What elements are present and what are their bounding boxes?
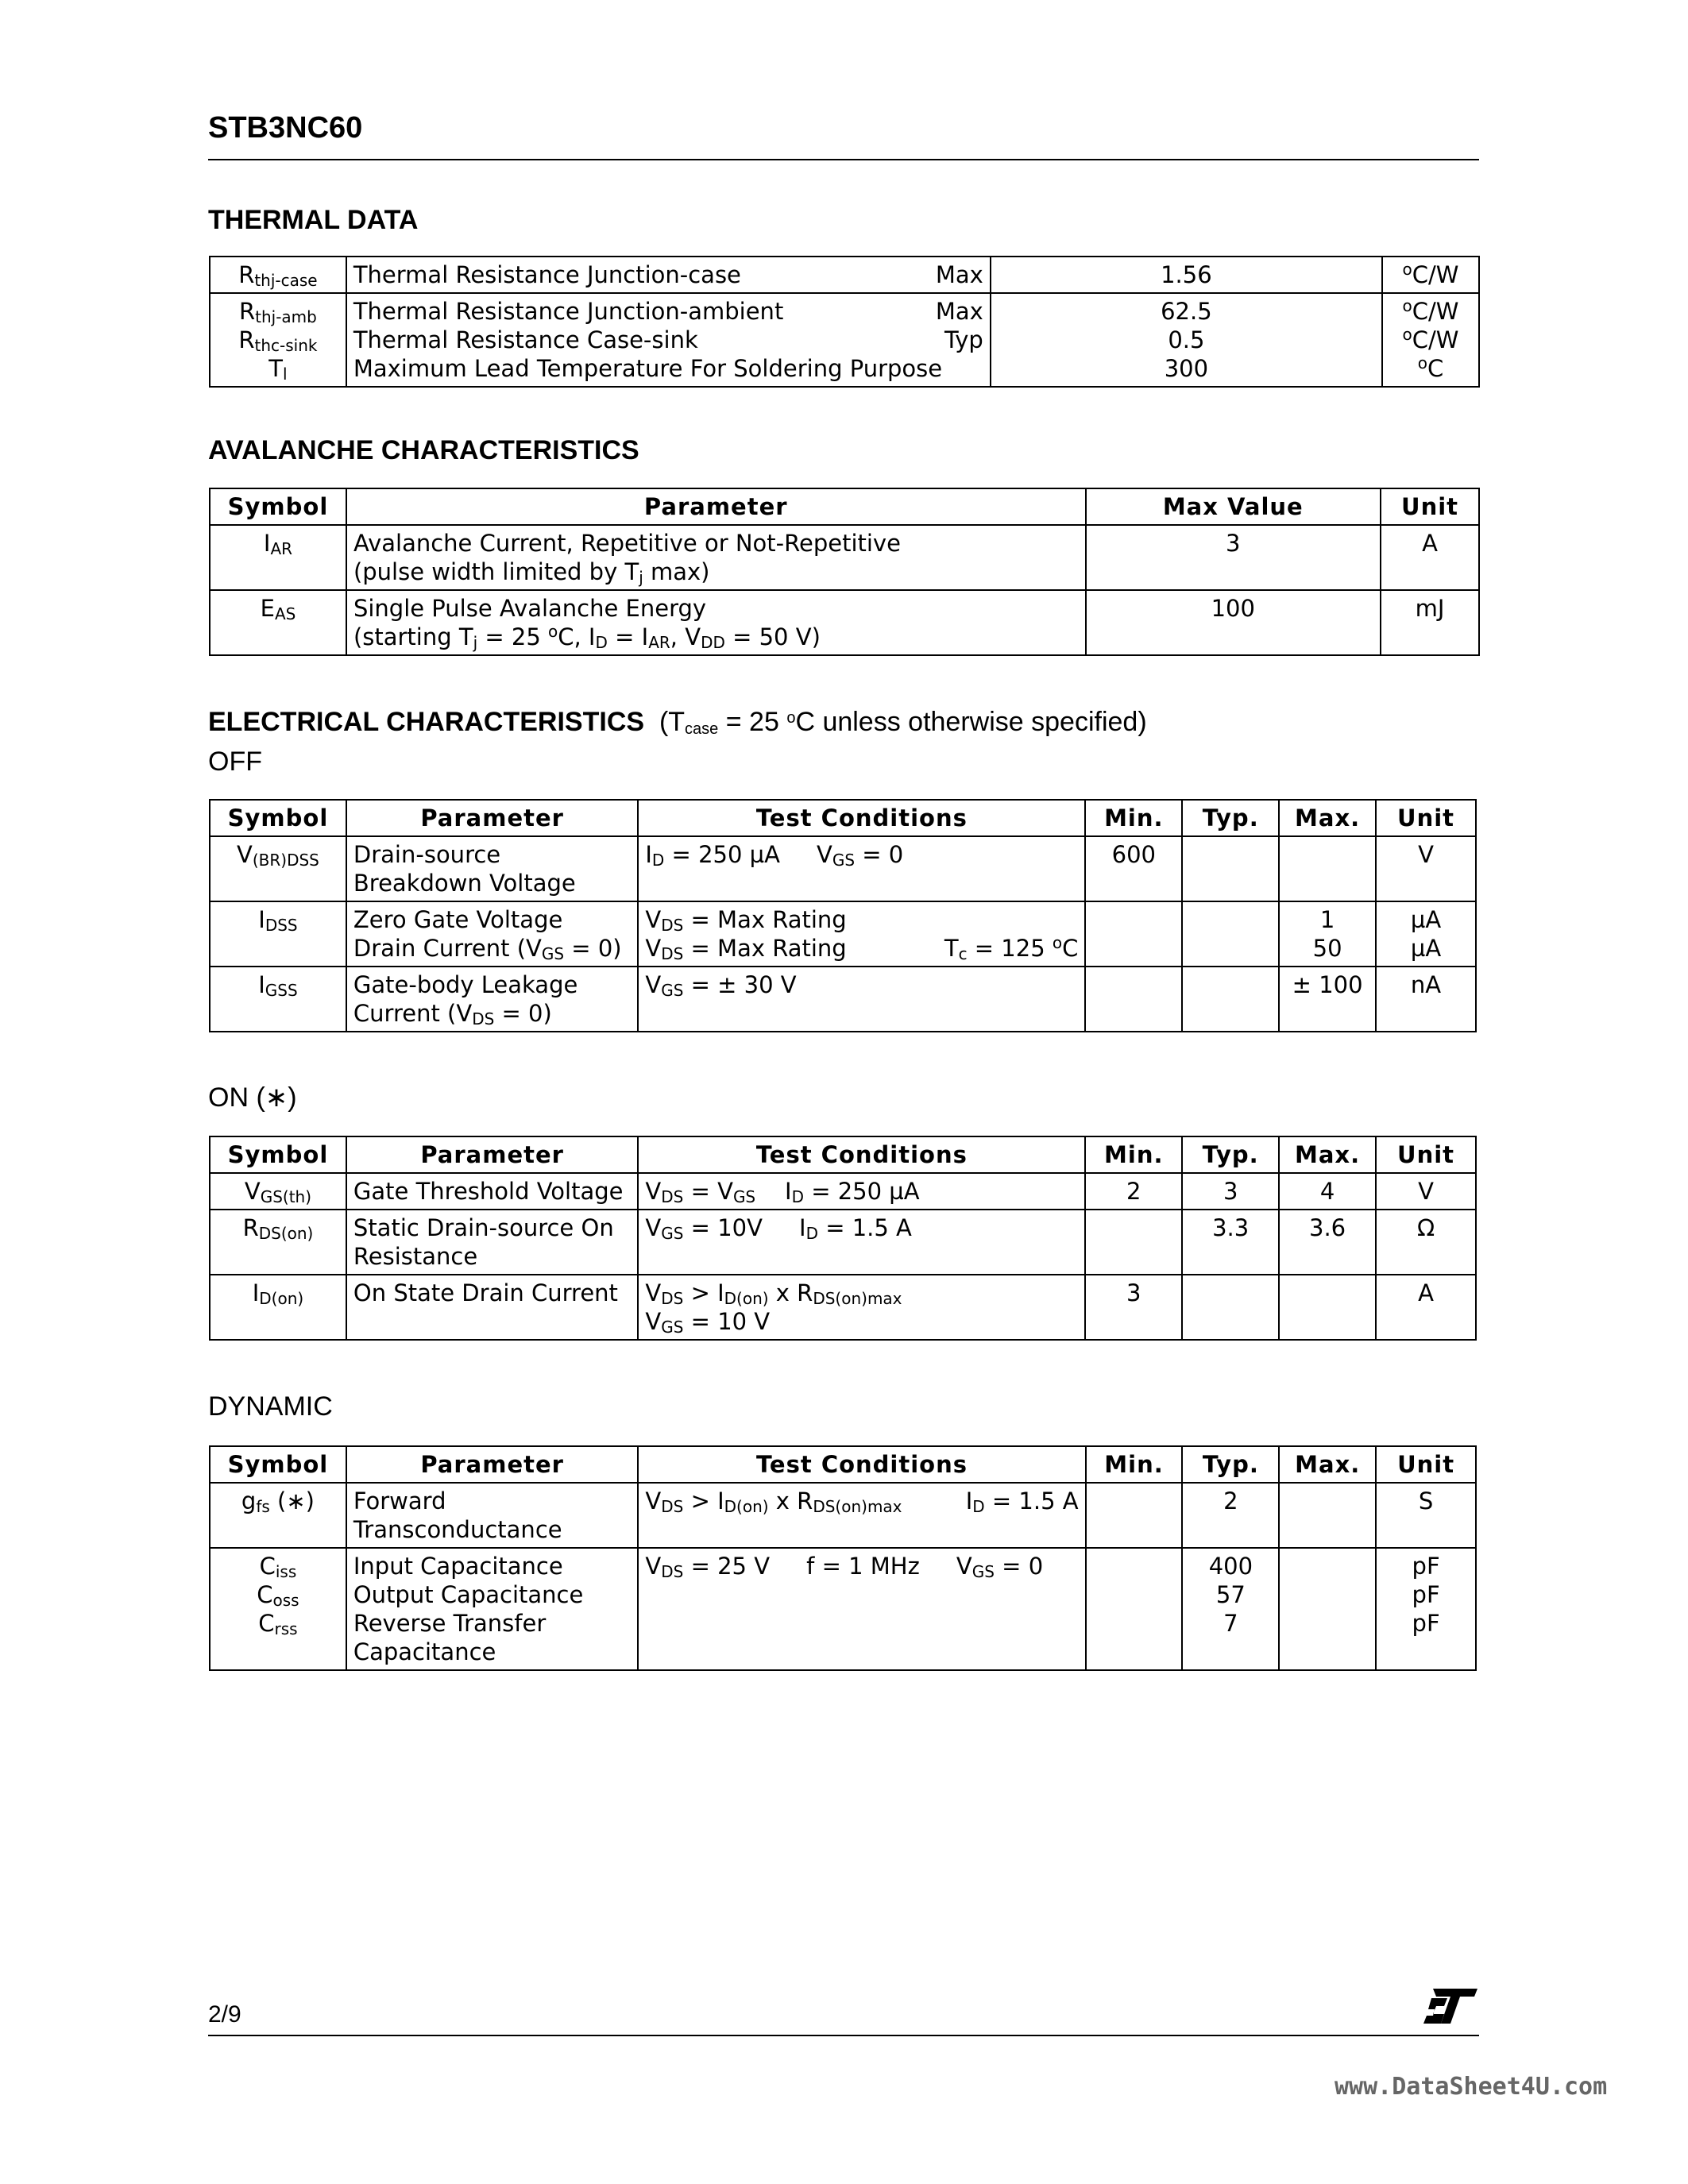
st-logo-icon xyxy=(1422,1985,1479,2027)
unit-cell: $^o$C/W xyxy=(1382,257,1479,293)
dynamic-table xyxy=(209,1445,1477,1671)
max-cell xyxy=(1279,1483,1376,1548)
parameter-cell: Static Drain-source On Resistance xyxy=(346,1210,639,1275)
min-cell xyxy=(1085,967,1182,1032)
min-cell: 2 xyxy=(1085,1173,1182,1210)
typ-cell xyxy=(1182,836,1279,901)
test-cell: $V_{DS} = 25$ V f = 1 MHz $V_{GS} = 0$ xyxy=(638,1548,1085,1670)
header-typ: Typ. xyxy=(1182,1446,1279,1483)
parameter-cell: Forward Transconductance xyxy=(346,1483,639,1548)
table-header-row xyxy=(210,1446,1476,1483)
value-cell: 1.56 xyxy=(991,257,1382,293)
table-row xyxy=(210,836,1476,901)
avalanche-heading: AVALANCHE CHARACTERISTICS xyxy=(208,435,639,465)
electrical-note: ($T_{case} = 25$ $^o$C unless otherwise specified) xyxy=(659,707,1147,738)
header-max: Max. xyxy=(1279,800,1376,836)
table-row xyxy=(210,901,1476,967)
parameter-cell: Avalanche Current, Repetitive or Not-Repetitive (pulse width limited by $T_j$ max) xyxy=(346,525,1086,590)
parameter-cell: Gate Threshold Voltage xyxy=(346,1173,639,1210)
max-cell: 4 xyxy=(1279,1173,1376,1210)
header-typ: Typ. xyxy=(1182,800,1279,836)
symbol-cell: $I_{AR}$ xyxy=(210,525,346,590)
header-symbol: Symbol xyxy=(210,1446,346,1483)
typ-cell xyxy=(1182,967,1279,1032)
max-cell xyxy=(1279,1275,1376,1340)
parameter-cell: Gate-body Leakage Current $(V_{DS} = 0)$ xyxy=(346,967,638,1032)
header-rule xyxy=(208,159,1479,160)
parameter-cell: Single Pulse Avalanche Energy (starting $T_j = 25$ $^o$C, $I_D = I_{AR}$, $V_{DD} = 50$ V) xyxy=(346,590,1086,655)
on-label: ON (∗) xyxy=(208,1082,297,1113)
header-min: Min. xyxy=(1085,1136,1182,1173)
table-header-row xyxy=(210,800,1476,836)
on-table xyxy=(209,1136,1477,1341)
unit-cell: nA xyxy=(1376,967,1476,1032)
unit-cell: V xyxy=(1376,836,1476,901)
header-unit: Unit xyxy=(1376,800,1476,836)
max-cell: ± 100 xyxy=(1279,967,1376,1032)
unit-cell: $^o$C/W $^o$C/W $^o$C xyxy=(1382,293,1479,387)
symbol-cell: $I_{DSS}$ xyxy=(210,901,346,967)
value-cell: 100 xyxy=(1086,590,1381,655)
electrical-heading xyxy=(208,707,1147,738)
typ-cell: 3 xyxy=(1182,1173,1279,1210)
off-label: OFF xyxy=(208,747,262,777)
document-title: STB3NC60 xyxy=(208,111,363,145)
header-max: Max. xyxy=(1279,1136,1376,1173)
table-row xyxy=(210,1275,1476,1340)
header-max: Max. xyxy=(1279,1446,1376,1483)
avalanche-table xyxy=(209,488,1480,656)
unit-cell: A xyxy=(1381,525,1479,590)
min-cell xyxy=(1085,901,1182,967)
table-header-row xyxy=(210,488,1479,525)
typ-cell: 3.3 xyxy=(1182,1210,1279,1275)
parameter-cell: Drain-source Breakdown Voltage xyxy=(346,836,638,901)
unit-cell: V xyxy=(1376,1173,1476,1210)
test-cell: $V_{DS}$ = Max Rating $V_{DS}$ = Max Rating $T_c = 125$ $^o$C xyxy=(638,901,1085,967)
header-unit: Unit xyxy=(1381,488,1479,525)
parameter-cell: Thermal Resistance Junction-case Max xyxy=(346,257,991,293)
watermark-link[interactable]: www.DataSheet4U.com xyxy=(1335,2073,1608,2101)
unit-cell: Ω xyxy=(1376,1210,1476,1275)
table-row xyxy=(210,967,1476,1032)
symbol-cell: $R_{DS(on)}$ xyxy=(210,1210,346,1275)
header-parameter: Parameter xyxy=(346,1446,639,1483)
thermal-data-heading: THERMAL DATA xyxy=(208,205,419,235)
symbol-cell: $C_{iss}$ $C_{oss}$ $C_{rss}$ xyxy=(210,1548,346,1670)
table-row xyxy=(210,1548,1476,1670)
page-number: 2/9 xyxy=(208,2001,241,2028)
symbol-cell: $R_{thj-case}$ xyxy=(210,257,346,293)
max-cell: 3.6 xyxy=(1279,1210,1376,1275)
unit-cell: µA µA xyxy=(1376,901,1476,967)
table-header-row xyxy=(210,1136,1476,1173)
symbol-cell: $I_{GSS}$ xyxy=(210,967,346,1032)
thermal-data-table xyxy=(209,256,1480,388)
electrical-heading-text: ELECTRICAL CHARACTERISTICS xyxy=(208,707,645,737)
symbol-cell: $I_{D(on)}$ xyxy=(210,1275,346,1340)
header-unit: Unit xyxy=(1376,1136,1476,1173)
unit-cell: mJ xyxy=(1381,590,1479,655)
off-table xyxy=(209,799,1477,1032)
test-cell: $V_{DS} > I_{D(on)}$ x $R_{DS(on)max}$ $V_{GS} = 10$ V xyxy=(638,1275,1085,1340)
symbol-cell: $V_{GS(th)}$ xyxy=(210,1173,346,1210)
unit-cell: A xyxy=(1376,1275,1476,1340)
table-row xyxy=(210,590,1479,655)
typ-cell xyxy=(1182,1275,1279,1340)
symbol-cell: $R_{thj-amb}$ $R_{thc-sink}$ $T_l$ xyxy=(210,293,346,387)
table-row xyxy=(210,1483,1476,1548)
test-cell: $V_{DS} = V_{GS}$ $I_D = 250$ µA xyxy=(638,1173,1085,1210)
min-cell xyxy=(1085,1210,1182,1275)
parameter-cell: Input Capacitance Output Capacitance Reverse Transfer Capacitance xyxy=(346,1548,639,1670)
header-parameter: Parameter xyxy=(346,488,1086,525)
table-row xyxy=(210,1210,1476,1275)
dynamic-label: DYNAMIC xyxy=(208,1391,333,1422)
min-cell xyxy=(1086,1483,1183,1548)
header-test-conditions: Test Conditions xyxy=(638,1446,1085,1483)
value-cell: 62.5 0.5 300 xyxy=(991,293,1382,387)
header-test-conditions: Test Conditions xyxy=(638,800,1085,836)
header-symbol: Symbol xyxy=(210,1136,346,1173)
max-cell xyxy=(1279,836,1376,901)
header-parameter: Parameter xyxy=(346,1136,639,1173)
parameter-cell: On State Drain Current xyxy=(346,1275,639,1340)
max-cell: 1 50 xyxy=(1279,901,1376,967)
test-cell: $V_{DS} > I_{D(on)}$ x $R_{DS(on)max}$ $I_D = 1.5$ A xyxy=(638,1483,1085,1548)
header-test-conditions: Test Conditions xyxy=(638,1136,1085,1173)
table-row xyxy=(210,293,1479,387)
header-parameter: Parameter xyxy=(346,800,638,836)
header-symbol: Symbol xyxy=(210,488,346,525)
min-cell: 600 xyxy=(1085,836,1182,901)
header-symbol: Symbol xyxy=(210,800,346,836)
header-typ: Typ. xyxy=(1182,1136,1279,1173)
min-cell: 3 xyxy=(1085,1275,1182,1340)
symbol-cell: $V_{(BR)DSS}$ xyxy=(210,836,346,901)
test-cell: $I_D = 250$ µA $V_{GS} = 0$ xyxy=(638,836,1085,901)
header-min: Min. xyxy=(1086,1446,1183,1483)
test-cell: $V_{GS} = 10V$ $I_D = 1.5$ A xyxy=(638,1210,1085,1275)
table-row xyxy=(210,525,1479,590)
header-unit: Unit xyxy=(1376,1446,1476,1483)
symbol-cell: $E_{AS}$ xyxy=(210,590,346,655)
min-cell xyxy=(1086,1548,1183,1670)
unit-cell: S xyxy=(1376,1483,1476,1548)
typ-cell xyxy=(1182,901,1279,967)
parameter-cell: Thermal Resistance Junction-ambient Max Thermal Resistance Case-sink Typ Maximum Lead Temperature For Soldering Purpose xyxy=(346,293,991,387)
symbol-cell: $g_{fs}$ (∗) xyxy=(210,1483,346,1548)
typ-cell: 400 57 7 xyxy=(1182,1548,1279,1670)
footer-rule xyxy=(208,2035,1479,2036)
table-row xyxy=(210,1173,1476,1210)
parameter-cell: Zero Gate Voltage Drain Current $(V_{GS} = 0)$ xyxy=(346,901,638,967)
unit-cell: pF pF pF xyxy=(1376,1548,1476,1670)
test-cell: $V_{GS}$ = ± 30 V xyxy=(638,967,1085,1032)
table-row xyxy=(210,257,1479,293)
max-cell xyxy=(1279,1548,1376,1670)
typ-cell: 2 xyxy=(1182,1483,1279,1548)
value-cell: 3 xyxy=(1086,525,1381,590)
header-max-value: Max Value xyxy=(1086,488,1381,525)
header-min: Min. xyxy=(1085,800,1182,836)
